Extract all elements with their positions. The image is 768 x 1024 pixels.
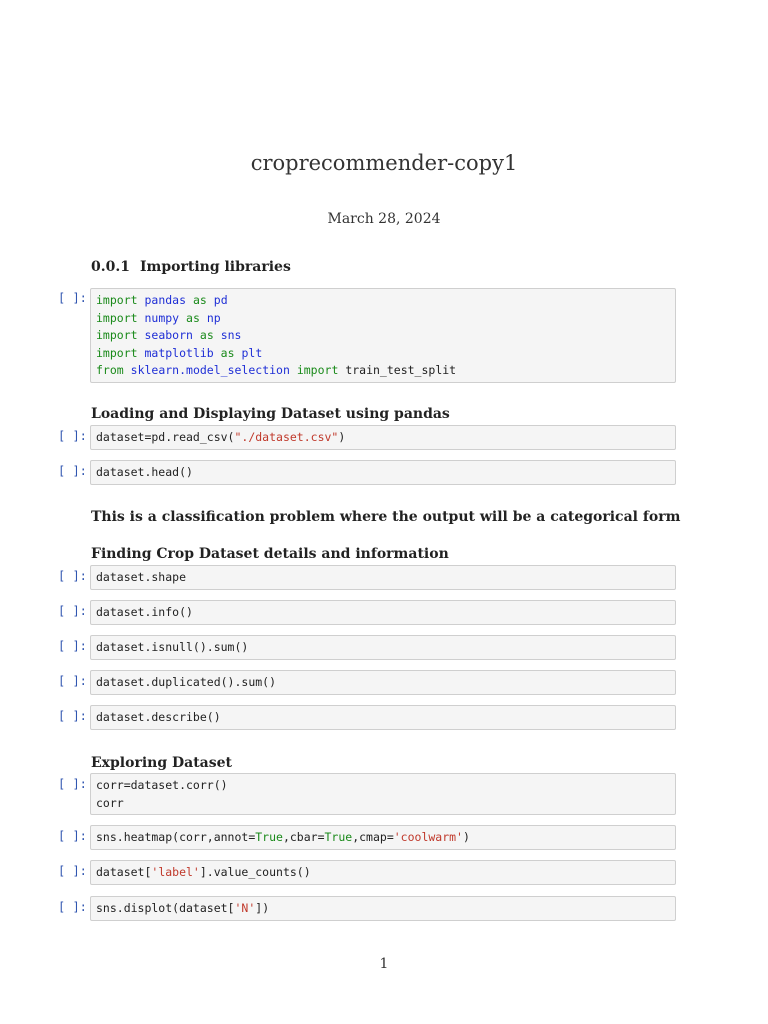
code-line: corr=dataset.corr() <box>96 778 228 792</box>
code-line <box>96 292 670 310</box>
code-cell-read-csv[interactable] <box>90 425 676 450</box>
code-keyword: import <box>96 328 138 343</box>
code-cell-describe[interactable]: dataset.describe() <box>90 705 676 730</box>
code-text: ) <box>338 430 346 444</box>
code-text: dataset[ <box>96 865 152 879</box>
code-keyword: as <box>220 345 235 360</box>
code-string: 'label' <box>151 865 200 879</box>
cell-prompt: [ ]: <box>58 464 87 478</box>
code-keyword: as <box>199 328 214 343</box>
cell-prompt: [ ]: <box>58 829 87 843</box>
code-text: ,cmap= <box>352 830 394 844</box>
code-cell-shape[interactable]: dataset.shape <box>90 565 676 590</box>
code-module: seaborn <box>144 328 193 343</box>
code-constant: True <box>255 830 283 844</box>
section-title: Importing libraries <box>139 259 291 275</box>
code-identifier: train_test_split <box>345 363 457 378</box>
code-module: pandas <box>144 293 187 307</box>
code-text: sns.displot(dataset[ <box>96 901 235 915</box>
cell-prompt: [ ]: <box>58 777 87 791</box>
section-heading-classification: This is a classification problem where the output will be a categorical form <box>91 509 681 525</box>
code-module: numpy <box>144 310 180 325</box>
code-keyword: from <box>96 363 124 378</box>
code-keyword: as <box>186 310 200 325</box>
section-number: 0.0.1 <box>91 259 130 275</box>
cell-prompt: [ ]: <box>58 709 87 723</box>
code-cell-corr[interactable] <box>90 773 676 815</box>
code-keyword: import <box>96 345 138 360</box>
code-text: ]) <box>255 901 270 915</box>
code-string: 'N' <box>234 901 256 915</box>
code-cell-displot[interactable] <box>90 896 676 921</box>
code-keyword: as <box>192 293 207 307</box>
code-cell-heatmap[interactable] <box>90 825 676 850</box>
section-heading-importing <box>91 259 291 275</box>
code-line <box>96 362 670 380</box>
section-heading-details: Finding Crop Dataset details and information <box>91 546 449 562</box>
code-alias: plt <box>241 345 263 360</box>
page-number: 1 <box>379 956 389 972</box>
code-cell-head[interactable]: dataset.head() <box>90 460 676 485</box>
code-keyword: import <box>96 293 138 307</box>
cell-prompt: [ ]: <box>58 639 87 653</box>
code-alias: np <box>206 310 221 325</box>
cell-prompt: [ ]: <box>58 291 87 305</box>
document-date: March 28, 2024 <box>327 211 441 227</box>
code-keyword: import <box>296 363 339 378</box>
code-alias: pd <box>213 293 228 307</box>
cell-prompt: [ ]: <box>58 900 87 914</box>
cell-prompt: [ ]: <box>58 864 87 878</box>
code-text: sns.heatmap(corr,annot= <box>96 830 256 844</box>
code-line <box>96 310 670 328</box>
code-keyword: import <box>96 310 138 325</box>
code-string: "./dataset.csv" <box>234 430 339 444</box>
code-alias: sns <box>220 328 242 343</box>
code-module: matplotlib <box>144 345 214 360</box>
code-cell-duplicated[interactable]: dataset.duplicated().sum() <box>90 670 676 695</box>
section-heading-loading: Loading and Displaying Dataset using pandas <box>91 406 450 422</box>
section-heading-exploring: Exploring Dataset <box>91 755 233 771</box>
code-text: dataset=pd.read_csv( <box>96 430 235 444</box>
code-cell-imports[interactable] <box>90 288 676 383</box>
cell-prompt: [ ]: <box>58 429 87 443</box>
code-line <box>96 345 670 363</box>
code-string: 'coolwarm' <box>393 830 463 844</box>
code-text: ) <box>463 830 470 844</box>
code-line <box>96 327 670 345</box>
code-line: corr <box>96 795 124 810</box>
code-constant: True <box>324 830 353 844</box>
document-title: croprecommender-copy1 <box>250 151 518 175</box>
code-cell-value-counts[interactable] <box>90 860 676 885</box>
cell-prompt: [ ]: <box>58 674 87 688</box>
code-module: sklearn.model_selection <box>130 363 290 378</box>
code-cell-isnull[interactable]: dataset.isnull().sum() <box>90 635 676 660</box>
code-cell-info[interactable]: dataset.info() <box>90 600 676 625</box>
code-text: ].value_counts() <box>199 865 311 879</box>
code-text: ,cbar= <box>282 830 325 844</box>
cell-prompt: [ ]: <box>58 604 87 618</box>
cell-prompt: [ ]: <box>58 569 87 583</box>
